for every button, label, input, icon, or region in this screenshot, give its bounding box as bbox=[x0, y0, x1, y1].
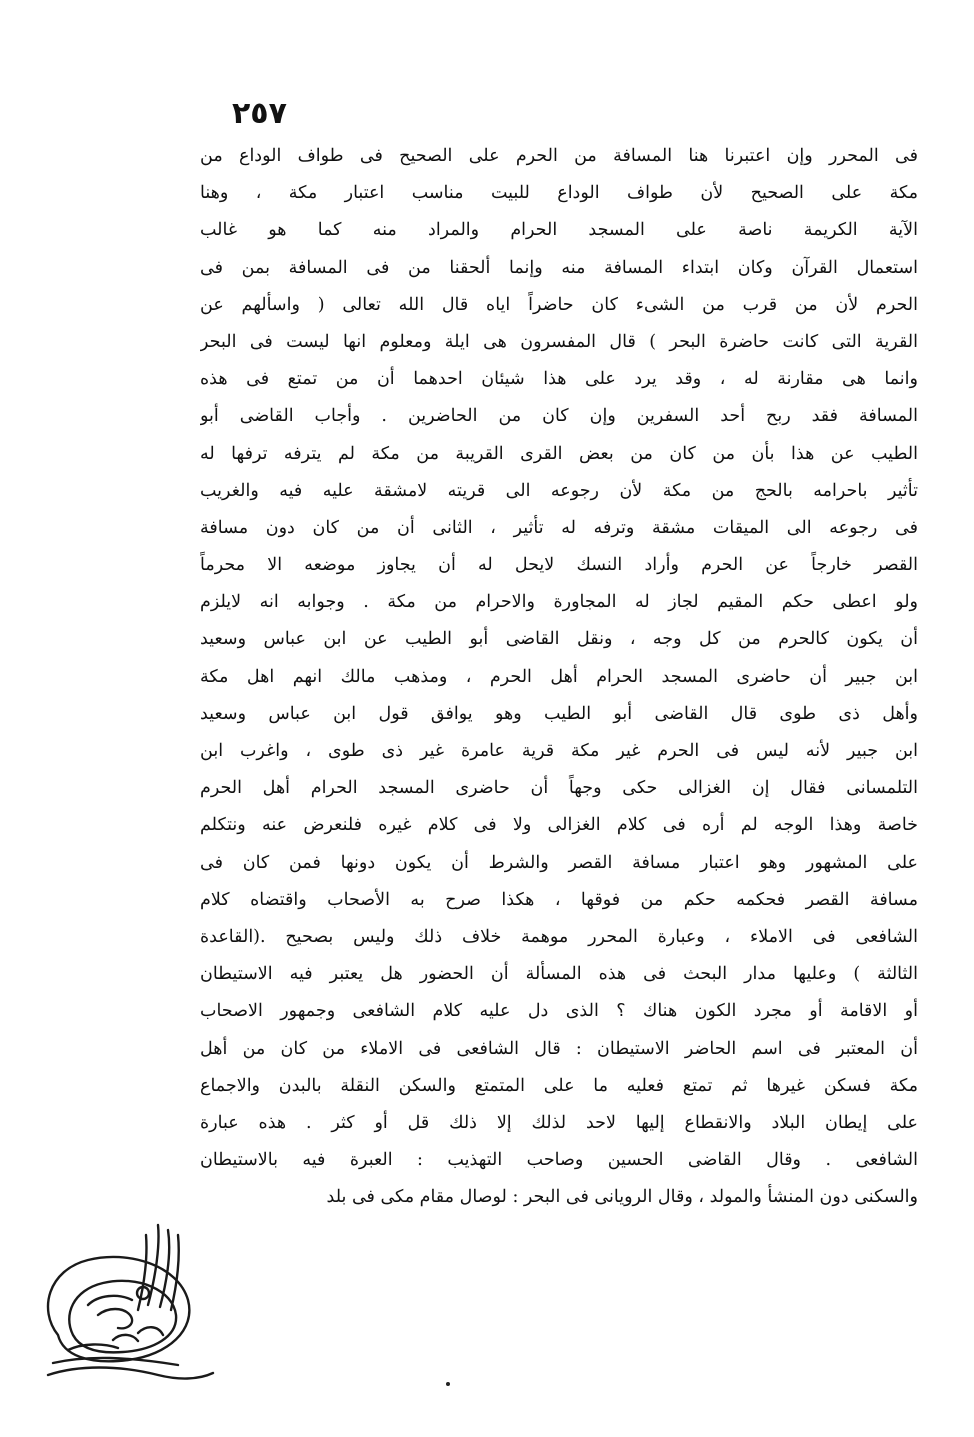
text-line: وأهل ذى طوى قال القاضى أبو الطيب وهو يوافق قول ابن عباس وسعيد bbox=[200, 703, 918, 724]
text-line: التلمسانى فقال إن الغزالى حكى وجهاً أن حاضرى المسجد الحرام أهل الحرم bbox=[200, 778, 918, 799]
text-line: والسكنى دون المنشأ والمولد ، وقال الرويانى فى البحر : لوصال مقام مكى فى بلد bbox=[326, 1187, 918, 1208]
text-line: القرية التى كانت حاضرة البحر ) قال المفسرون هى ايلة ومعلوم انها ليست فى البحر bbox=[200, 331, 918, 352]
page-number: ٢٥٧ bbox=[232, 96, 287, 131]
ownership-seal bbox=[28, 1215, 218, 1390]
text-line: أو الاقامة أو مجرد الكون هناك ؟ الذى دل عليه كلام الشافعى وجمهور الاصحاب bbox=[200, 1001, 918, 1022]
text-line: تأثير باحرامه بالحج من مكة لأن رجوعه الى قريته لامشقة عليه فيه والغريب bbox=[200, 480, 918, 501]
text-line: أن يكون كالحرم من كل وجه ، ونقل القاضى أبو الطيب عن ابن عباس وسعيد bbox=[200, 629, 918, 650]
text-line: مكة فسكن غيرها ثم تمتع فعليه ما على المتمتع والسكن النقلة بالبدن والاجماع bbox=[200, 1075, 918, 1096]
text-line: الحرم لأن من قرب من الشىء كان حاضراً اياه قال الله تعالى ( واسألهم عن bbox=[200, 294, 918, 315]
text-line: ولو اعطى حكم المقيم لجاز له المجاورة والاحرام من مكة . وجوابه انه لايلزم bbox=[200, 592, 918, 613]
text-line: استعمال القرآن وكان ابتداء المسافة منه وإنما ألحقنا من فى المسافة بمن فى bbox=[200, 257, 918, 278]
text-line: مكة على الصحيح لأن طواف الوداع للبيت مناسب اعتبار مكة ، وهنا bbox=[200, 183, 918, 204]
text-line: الآية الكريمة ناصة على المسجد الحرام والمراد منه كما هو غالب bbox=[200, 220, 918, 241]
text-line: مسافة القصر فحكمه حكم من فوقها ، هكذا صرح به الأصحاب واقتضاه كلام bbox=[200, 889, 918, 910]
text-line: الشافعى . وقال القاضى الحسين وصاحب التهذيب : العبرة فيه بالاستيطان bbox=[200, 1150, 918, 1171]
text-line: فى رجوعه الى الميقات مشقة وترفه له تأثير ، الثانى أن من كان دون مسافة bbox=[200, 517, 918, 538]
text-line: وانما هى مقارنة له ، وقد يرد على هذا شيئان احدهما أن من تمتع فى هذه bbox=[200, 369, 918, 390]
text-line: الطيب عن هذا بأن من كان من بعض القرى القريبة من مكة لم يترفه ترفها له bbox=[200, 443, 918, 464]
text-line: ابن جبير أن حاضرى المسجد الحرام أهل الحرم ، ومذهب مالك انهم اهل مكة bbox=[200, 666, 918, 687]
text-line: المسافة فقد ربح أحد السفرين وإن كان من الحاضرين . وأجاب القاضى أبو bbox=[200, 406, 918, 427]
text-line: أن المعتبر فى اسم الحاضر الاستيطان : قال الشافعى فى الاملاء من كان من أهل bbox=[200, 1038, 918, 1059]
text-line: على المشهور وهو اعتبار مسافة القصر والشرط أن يكون دونها فمن كان فى bbox=[200, 852, 918, 873]
text-line: الشافعى فى الاملاء ، وعبارة المحرر موهمة خلاف ذلك وليس بصحيح .(القاعدة bbox=[200, 926, 918, 947]
body-text bbox=[200, 138, 918, 1216]
text-line: على إيطان البلاد والانقطاع إليها لاحد لذلك إلا ذلك قل أو كثر . هذه عبارة bbox=[200, 1112, 918, 1133]
text-line: الثالثة ) وعليها مدار البحث فى هذه المسألة أن الحضور هل يعتبر فيه الاستيطان bbox=[200, 964, 918, 985]
text-line: خاصة وهذا الوجه لم أره فى كلام الغزالى ولا فى كلام غيره فلنعرض عنه ونتكلم bbox=[200, 815, 918, 836]
text-line: القصر خارجاً عن الحرم وأراد النسك لايحل له أن يجاوز موضعه الا محرماً bbox=[200, 555, 918, 576]
text-line: فى المحرر وإن اعتبرنا هنا المسافة من الحرم على الصحيح فى طواف الوداع من bbox=[200, 146, 918, 166]
text-line: ابن جبير لأنه ليس فى الحرم غير مكة قرية عامرة غير ذى طوى ، واغرب ابن bbox=[200, 741, 918, 761]
stray-mark bbox=[446, 1382, 450, 1386]
